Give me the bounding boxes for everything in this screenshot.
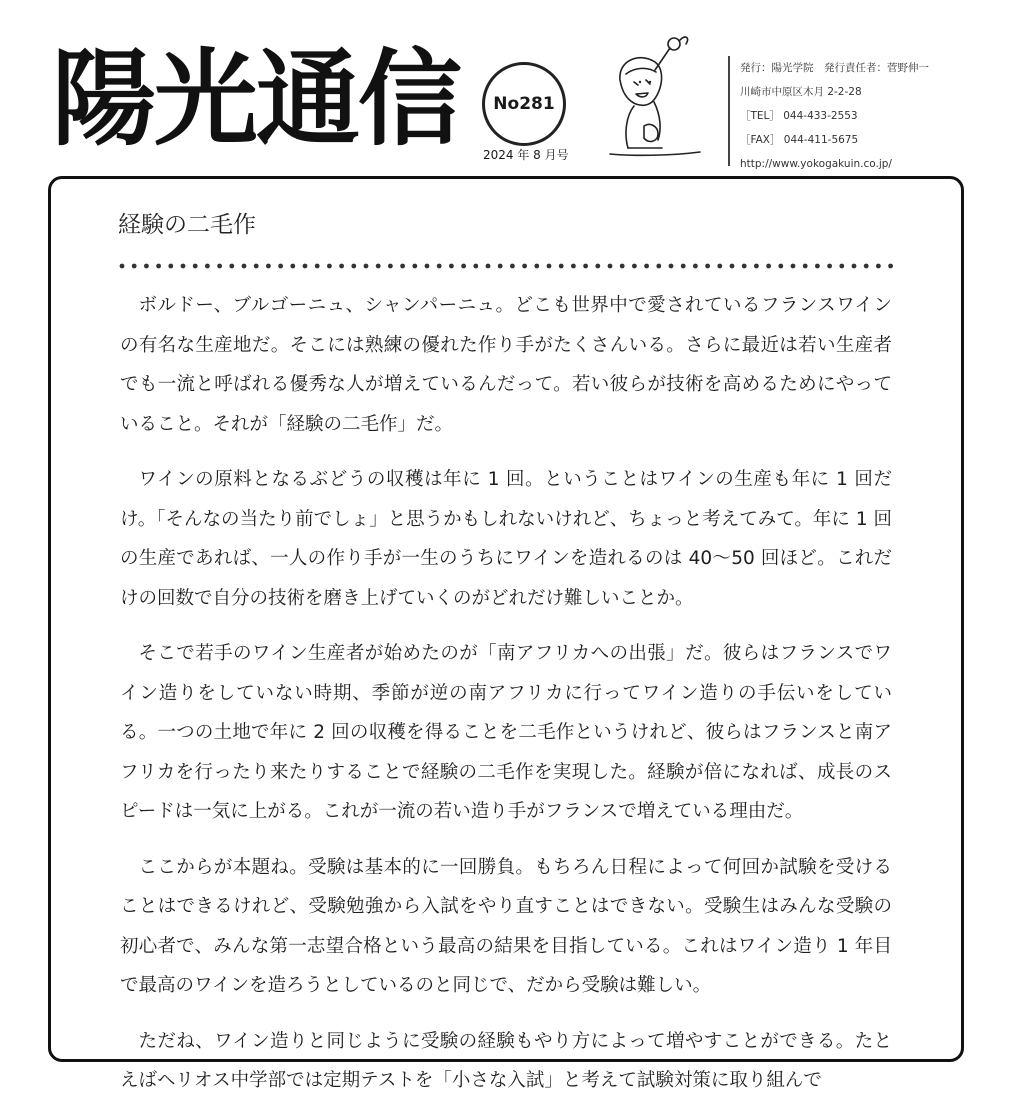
divider-dot — [705, 264, 710, 269]
divider-dot — [864, 264, 869, 269]
divider-dot — [376, 264, 381, 269]
publisher-info — [728, 56, 1024, 170]
divider-dot — [510, 264, 515, 269]
divider-dot — [327, 264, 332, 269]
divider-dot — [498, 264, 503, 269]
divider-dot — [583, 264, 588, 269]
divider-dot — [534, 264, 539, 269]
divider-dot — [644, 264, 649, 269]
paragraph: そこで若手のワイン生産者が始めたのが「南アフリカへの出張」だ。彼らはフランスでワイン造りをしていない時期、季節が逆の南アフリカに行ってワイン造りの手伝いをしている。一つの土地で年に 2 回の収穫を得ることを二毛作というけれど、彼らはフランスと南アフリカを行ったり来たりすることで経験の二毛作を実現した。経験が倍になれば、成長のスピードは一気に上がる。これが一流の若い造り手がフランスで増えている理由だ。 — [120, 643, 892, 822]
divider-dot — [388, 264, 393, 269]
divider-dot — [681, 264, 686, 269]
divider-dot — [547, 264, 552, 269]
newsletter-title: 陽光通信 — [52, 38, 461, 160]
paragraph: ボルドー、ブルゴーニュ、シャンパーニュ。どこも世界中で愛されているフランスワインの有名な生産地だ。そこには熟練の優れた作り手がたくさんいる。さらに最近は若い生産者でも一流と呼ばれる優秀な人が増えているんだって。若い彼らが技術を高めるためにやっていること。それが「経験の二毛作」だ。 — [120, 295, 892, 435]
divider-dot — [144, 264, 149, 269]
divider-dot — [852, 264, 857, 269]
divider-dot — [290, 264, 295, 269]
paragraph: ただね、ワイン造りと同じように受験の経験もやり方によって増やすことができる。たとえばヘリオス中学部では定期テストを「小さな入試」と考えて試験対策に取り組んで — [120, 1030, 892, 1091]
divider-dot — [217, 264, 222, 269]
divider-dot — [669, 264, 674, 269]
divider-dot — [803, 264, 808, 269]
divider-dot — [815, 264, 820, 269]
divider-dot — [400, 264, 405, 269]
divider-dot — [766, 264, 771, 269]
divider-dot — [876, 264, 881, 269]
tel-line: ［TEL］ 044-433-2553 — [740, 110, 858, 122]
mascot-illustration — [600, 30, 710, 170]
divider-dot — [827, 264, 832, 269]
divider-dot — [229, 264, 234, 269]
divider-dot — [156, 264, 161, 269]
fax-line: ［FAX］ 044-411-5675 — [740, 134, 859, 146]
paragraph: ここからが本題ね。受験は基本的に一回勝負。もちろん日程によって何回か試験を受けることはできるけれど、受験勉強から入試をやり直すことはできない。受験生はみんな受験の初心者で、みんな第一志望合格という最高の結果を目指している。これはワイン造り 1 年目で最高のワインを造ろうとしているのと同じで、だから受験は難しい。 — [120, 856, 892, 996]
paragraph: ワインの原料となるぶどうの収穫は年に 1 回。ということはワインの生産も年に 1 回だけ。「そんなの当たり前でしょ」と思うかもしれないけれど、ちょっと考えてみて。年に 1 回の生産であれば、一人の作り手が一生のうちにワインを造れるのは 40〜50 回ほど。これだけの回数で自分の技術を磨き上げていくのがどれだけ難しいことか。 — [120, 469, 892, 609]
divider-dot — [778, 264, 783, 269]
divider-dot — [242, 264, 247, 269]
article-title: 経験の二毛作 — [118, 212, 256, 238]
divider-dot — [181, 264, 186, 269]
divider-dot — [266, 264, 271, 269]
divider-dot — [449, 264, 454, 269]
divider-dot — [364, 264, 369, 269]
divider-dot — [717, 264, 722, 269]
issue-number-badge — [482, 62, 566, 146]
divider-dot — [205, 264, 210, 269]
website-link[interactable]: http://www.yokogakuin.co.jp/ — [740, 158, 892, 170]
divider-dot — [254, 264, 259, 269]
divider-dot — [315, 264, 320, 269]
divider-dot — [839, 264, 844, 269]
divider-dot — [351, 264, 356, 269]
divider-dot — [742, 264, 747, 269]
divider-dot — [278, 264, 283, 269]
divider-dot — [425, 264, 430, 269]
divider-dot — [693, 264, 698, 269]
divider-dot — [632, 264, 637, 269]
divider-dot — [559, 264, 564, 269]
divider-dot — [193, 264, 198, 269]
divider-dot — [791, 264, 796, 269]
divider-dot — [132, 264, 137, 269]
dotted-divider — [118, 258, 898, 274]
masthead — [0, 0, 1024, 175]
divider-dot — [168, 264, 173, 269]
divider-dot — [730, 264, 735, 269]
publisher-line: 発行：陽光学院 発行責任者：菅野伸一 — [740, 62, 929, 74]
divider-dot — [656, 264, 661, 269]
divider-dot — [461, 264, 466, 269]
divider-dot — [437, 264, 442, 269]
divider-dot — [120, 264, 125, 269]
divider-dot — [522, 264, 527, 269]
divider-dot — [608, 264, 613, 269]
divider-dot — [571, 264, 576, 269]
divider-dot — [888, 264, 893, 269]
divider-dot — [412, 264, 417, 269]
divider-dot — [754, 264, 759, 269]
address-line: 川崎市中原区木月 2-2-28 — [740, 86, 862, 98]
divider-dot — [486, 264, 491, 269]
issue-number: No281 — [493, 94, 555, 114]
divider-dot — [303, 264, 308, 269]
divider-dot — [339, 264, 344, 269]
divider-dot — [620, 264, 625, 269]
article-body — [120, 286, 892, 1117]
divider-dot — [473, 264, 478, 269]
issue-date: 2024 年 8 月号 — [483, 148, 569, 162]
divider-dot — [595, 264, 600, 269]
